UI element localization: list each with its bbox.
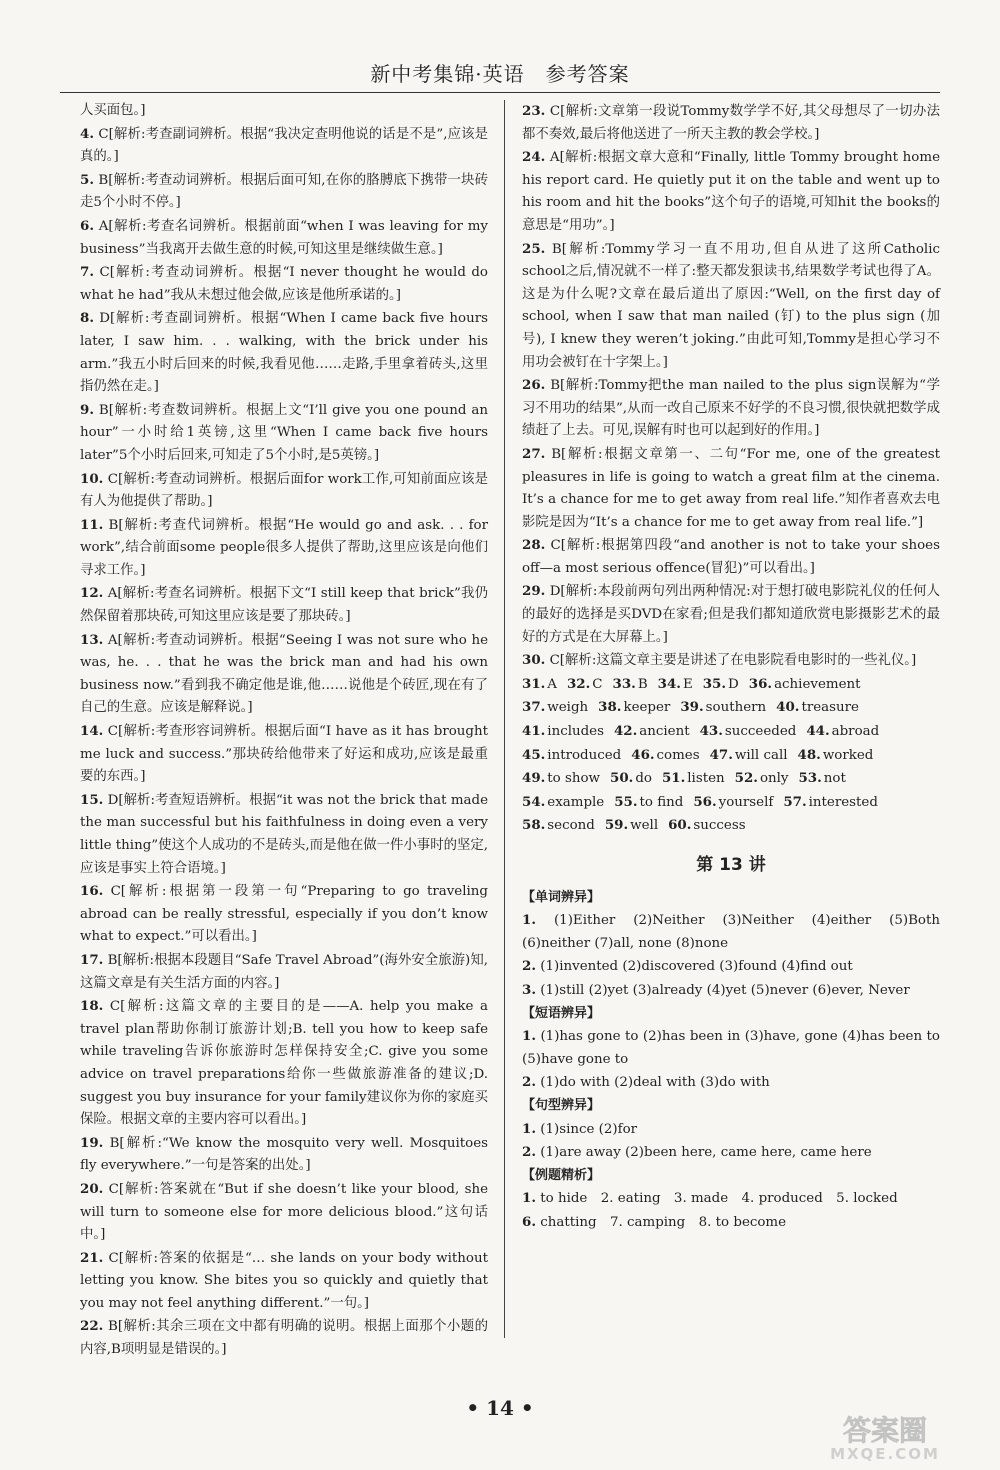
answer-item: [522, 100, 940, 146]
answer-item: [80, 1178, 488, 1247]
short-answer: [798, 767, 845, 791]
short-answer-value: A: [547, 676, 557, 692]
answer-number: 24.: [522, 149, 546, 166]
answer-number: 26.: [522, 377, 546, 394]
answer-number: 4.: [80, 125, 94, 142]
answer-number: 2.: [522, 958, 536, 975]
answer-number: 25.: [522, 240, 546, 257]
short-answer-number: 45.: [522, 746, 546, 763]
answer-number: 27.: [522, 445, 546, 462]
answer-number: 15.: [80, 791, 104, 808]
short-answer-value: example: [547, 794, 605, 810]
answer-text: D[解析:本段前两句列出两种情况:对于想打破电影院礼仪的任何人的最好的选择是买DVD在家看;但是我们都知道欣赏电影摄影艺术的最好的方式是在大屏幕上。]: [522, 584, 940, 645]
short-answer: [710, 744, 788, 768]
answer-number: 29.: [522, 583, 546, 600]
short-answer-value: not: [823, 771, 846, 787]
answer-number: 3.: [522, 981, 536, 998]
answer-text: C[解析:根据第一段第一句“Preparing to go traveling abroad can be really stressful, especially if you don’t know what to expect.”可以看出。]: [80, 884, 488, 945]
answer-number: 8.: [80, 310, 94, 327]
answer-text: C[解析:根据第四段“and another is not to take your shoes off—a most serious offence(冒犯)”可以看出。]: [522, 538, 940, 576]
page-header: [60, 0, 940, 96]
answer-text: (1)has gone to (2)has been in (3)have, gone (4)has been to (5)have gone to: [522, 1029, 940, 1067]
answer-item: [522, 955, 940, 979]
answer-item: [522, 1118, 940, 1142]
short-answer: [605, 814, 658, 838]
answer-item: [80, 215, 488, 261]
answer-text: (1)still (2)yet (3)already (4)yet (5)never (6)ever, Never: [540, 982, 910, 998]
short-answer: [522, 744, 621, 768]
answer-number: 30.: [522, 652, 546, 669]
answer-text: B[解析:考查动词辨析。根据后面可知,在你的胳膊底下携带一块砖走5个小时不停。]: [80, 172, 488, 211]
lecture-title: 第 13 讲: [696, 855, 766, 875]
short-answer-value: weigh: [547, 700, 589, 716]
answer-item: [80, 720, 488, 789]
answer-number: 7.: [80, 264, 94, 281]
answer-number: 20.: [80, 1180, 104, 1197]
answer-item: [522, 649, 940, 673]
answer-item: [522, 1211, 940, 1235]
answer-text: B[解析:“We know the mosquito very well. Mosquitoes fly everywhere.”一句是答案的出处。]: [80, 1135, 488, 1174]
short-answer: [749, 673, 861, 697]
short-answer-number: 41.: [522, 723, 546, 740]
answer-item: [80, 1132, 488, 1178]
answer-text: C[解析:答案就在“But if she doesn’t like your blood, she will turn to someone else for more delicious blood.”这句话中。]: [80, 1181, 488, 1243]
short-answer: [567, 673, 603, 697]
short-answer: [700, 720, 797, 744]
short-answer-number: 46.: [631, 746, 655, 763]
short-answer-number: 58.: [522, 817, 546, 834]
short-answer-number: 38.: [598, 699, 622, 716]
short-answer-value: yourself: [718, 794, 774, 810]
answer-text: A[解析:考查名词辨析。根据下文“I still keep that brick”我仍然保留着那块砖,可知这里应该是要了那块砖。]: [80, 586, 488, 625]
short-answer-number: 59.: [604, 817, 629, 834]
short-answer-number: 40.: [776, 699, 800, 716]
short-answer-number: 51.: [661, 770, 686, 787]
short-answer-value: abroad: [831, 724, 880, 740]
answer-number: 23.: [522, 103, 546, 119]
watermark-top: 答案圈: [842, 1414, 928, 1447]
section-label: 【短语辨异】: [522, 1005, 601, 1021]
short-answer: [783, 791, 878, 815]
answer-number: 1.: [522, 1190, 536, 1207]
answer-text: to hide 2. eating 3. made 4. produced 5. locked: [540, 1191, 898, 1207]
short-answer-number: 37.: [522, 699, 546, 716]
answer-item: [522, 443, 940, 534]
short-answer-value: C: [592, 676, 603, 692]
short-answer-number: 48.: [797, 746, 821, 763]
answer-number: 1.: [522, 912, 536, 929]
answer-text: A[解析:根据文章大意和“Finally, little Tommy brought home his report card. He quietly put it on the table and went up to his room and hit the books”这个句子的语境,可知hit the books的意思是“用功”。]: [522, 150, 940, 233]
answer-item: [522, 374, 940, 443]
answer-number: 5.: [80, 171, 94, 188]
answer-item: [80, 123, 488, 169]
short-answer-number: 54.: [522, 793, 546, 810]
answer-number: 10.: [80, 470, 104, 487]
short-answer-value: ancient: [639, 724, 690, 740]
answer-text: B[解析:Tommy把the man nailed to the plus sign误解为“学习不用功的结果”,从而一改自己原来不好学的不良习惯,很快就把数学成绩赶了上去。可见,误解有时也可以起到好的作用。]: [522, 378, 940, 439]
answer-number: 28.: [522, 537, 546, 554]
short-answer-number: 36.: [748, 675, 773, 692]
short-answer-value: D: [728, 676, 739, 692]
answer-number: 21.: [80, 1249, 104, 1266]
answer-text: C[解析:考查动词辨析。根据后面for work工作,可知前面应该是有人为他提供了帮助。]: [80, 471, 488, 510]
short-answer-value: achievement: [774, 676, 861, 692]
answer-text: B[解析:其余三项在文中都有明确的说明。根据上面那个小题的内容,B项明显是错误的。]: [80, 1319, 488, 1358]
short-answer-value: listen: [687, 771, 725, 787]
answer-text: C[解析:答案的依据是“… she lands on your body without letting you know. She bites you so quickly and quietly that you may not feel anything different.”一句。]: [80, 1250, 489, 1311]
short-answer-value: includes: [547, 724, 604, 740]
answer-text: B[解析:根据文章第一、二句“For me, one of the greatest pleasures in life is going to watch a great film at the cinema. It’s a chance for me to get away from real life.”知作者喜欢去电影院是因为“It’s a chance for me to get away from real life.”]: [522, 446, 940, 530]
answer-item: [522, 238, 940, 375]
answer-number: 2.: [522, 1074, 536, 1091]
answer-number: 22.: [80, 1318, 104, 1335]
answer-number: 6.: [80, 217, 94, 234]
right-column: [522, 100, 940, 1235]
short-answer: [598, 696, 670, 720]
short-answer: [614, 720, 690, 744]
answer-item: [522, 1187, 940, 1211]
section-label: 【句型辨异】: [522, 1097, 601, 1113]
short-answer: [522, 673, 557, 697]
short-answer-number: 43.: [699, 723, 723, 740]
short-answer-number: 53.: [798, 770, 822, 787]
answer-text: (1)Either (2)Neither (3)Neither (4)either (5)Both (6)neither (7)all, none (8)none: [522, 913, 940, 951]
section-label: 【单词辨异】: [522, 889, 601, 905]
answer-text: C[解析:考查副词辨析。根据“我决定查明他说的话是不是”,应该是真的。]: [80, 126, 488, 165]
short-answer-value: success: [693, 818, 746, 834]
short-answer-number: 57.: [783, 793, 807, 810]
answer-item: [80, 949, 488, 995]
answer-text: C[解析:这篇文章主要是讲述了在电影院看电影时的一些礼仪。]: [549, 653, 917, 669]
answer-item: [80, 1315, 488, 1361]
short-answer-number: 52.: [734, 770, 758, 787]
short-answer-value: only: [759, 771, 789, 787]
short-answer-number: 42.: [613, 723, 638, 740]
answer-text: D[解析:考查短语辨析。根据“it was not the brick that made the man successful but his faithfulness in doing even a very little thing”使这个人成功的不是砖头,而是他在做一件小事时的坚定,应该是事实上符合语境。]: [80, 792, 489, 876]
short-answer: [522, 720, 604, 744]
answer-text: C[解析:文章第一段说Tommy数学学不好,其父母想尽了一切办法都不奏效,最后将他送进了一所天主教的教会学校。]: [522, 104, 940, 142]
column-divider: [504, 100, 505, 1338]
answer-item: [80, 995, 488, 1132]
short-answer: [522, 791, 604, 815]
answer-item: [522, 979, 940, 1003]
answer-text: (1)invented (2)discovered (3)found (4)find out: [540, 959, 853, 975]
answer-text: B[解析:根据本段题目“Safe Travel Abroad”(海外安全旅游)知,这篇文章是有关生活方面的内容。]: [80, 952, 488, 991]
short-answer-number: 32.: [566, 675, 591, 692]
answers-31-60: [522, 673, 940, 838]
answer-item: [522, 1071, 940, 1095]
answer-item: [80, 1247, 488, 1316]
answer-item: [80, 880, 488, 949]
short-answer: [680, 696, 766, 720]
answer-item: [522, 1025, 940, 1071]
short-answer: [613, 673, 648, 697]
right-answer-list: [522, 100, 940, 673]
answer-number: 1.: [522, 1120, 536, 1137]
page-header-title: 新中考集锦·英语 参考答案: [370, 62, 630, 86]
short-answer-value: do: [635, 771, 652, 787]
short-answer-number: 33.: [612, 675, 636, 692]
short-answer-value: E: [682, 676, 693, 692]
answer-item: [80, 789, 488, 880]
answer-item: [522, 1141, 940, 1165]
answer-item: [522, 146, 940, 237]
short-answer: [703, 673, 739, 697]
short-answer-value: well: [630, 818, 659, 834]
short-answer: [522, 696, 588, 720]
short-answer-value: comes: [656, 747, 700, 763]
short-answer-number: 47.: [709, 746, 733, 763]
answer-number: 1.: [522, 1028, 536, 1045]
answer-item: [80, 100, 488, 123]
answer-item: [80, 629, 488, 720]
short-answer: [522, 767, 600, 791]
short-answer: [806, 720, 879, 744]
answer-text: 人买面包。]: [80, 103, 146, 118]
short-answer-number: 31.: [522, 675, 546, 692]
answer-item: [522, 580, 940, 649]
short-answer-number: 50.: [610, 770, 634, 787]
answer-item: [522, 909, 940, 955]
answer-number: 13.: [80, 631, 104, 648]
short-answer: [776, 696, 859, 720]
short-answer: [668, 814, 745, 838]
answer-number: 11.: [80, 516, 104, 533]
short-answer-value: to find: [639, 794, 684, 810]
answer-number: 12.: [80, 585, 104, 602]
short-answer-number: 55.: [614, 793, 638, 810]
answer-text: chatting 7. camping 8. to become: [540, 1214, 787, 1230]
short-answer: [735, 767, 789, 791]
short-answer: [693, 791, 773, 815]
answer-text: (1)do with (2)deal with (3)do with: [540, 1075, 770, 1091]
short-answer-number: 44.: [806, 723, 830, 740]
page-number: • 14 •: [466, 1396, 534, 1420]
header-rule: [60, 92, 940, 93]
answer-number: 2.: [522, 1144, 536, 1161]
short-answer-value: southern: [705, 700, 767, 716]
short-answer-number: 60.: [668, 817, 692, 834]
section-label: 【例题精析】: [522, 1167, 601, 1183]
lecture-sections: [522, 887, 940, 1235]
answer-text: A[解析:考查动词辨析。根据“Seeing I was not sure who he was, he. . . that he was the brick man and had his own business now.”看到我不确定他是谁,他……说他是个砖匠,现在有了自己的生意。应该是解释说。]: [80, 632, 488, 716]
answer-number: 19.: [80, 1134, 104, 1151]
short-answer: [522, 814, 595, 838]
answer-item: [80, 582, 488, 628]
short-answer: [614, 791, 683, 815]
short-answer-number: 49.: [522, 770, 546, 787]
short-answer-value: introduced: [547, 747, 622, 763]
answer-item: [80, 261, 488, 307]
short-answer-value: succeeded: [724, 724, 797, 740]
answer-text: D[解析:考查副词辨析。根据“When I came back five hours later, I saw him. . . walking, with the brick under his arm.”我五小时后回来的时候,我看见他……走路,手里拿着砖头,这里指仍然在走。]: [80, 311, 488, 395]
short-answer-value: to show: [547, 771, 601, 787]
short-answer-value: second: [547, 818, 595, 834]
short-answer-number: 39.: [680, 699, 704, 716]
short-answer: [662, 767, 725, 791]
answer-text: (1)since (2)for: [540, 1121, 638, 1137]
answer-item: [80, 307, 488, 398]
short-answer-value: B: [637, 676, 648, 692]
short-answer-number: 34.: [657, 675, 681, 692]
answer-number: 9.: [80, 401, 94, 418]
short-answer-value: interested: [808, 794, 878, 810]
answer-text: C[解析:这篇文章的主要目的是——A. help you make a travel plan帮助你制订旅游计划;B. tell you how to keep safe while traveling告诉你旅游时怎样保持安全;C. give you some advice on travel preparations给你一些做旅游准备的建议;D. suggest you buy insurance for your family建议你为你的家庭买保险。根据文章的主要内容可以看出。]: [80, 999, 488, 1128]
answer-text: C[解析:考查形容词辨析。根据后面“I have as it has brought me luck and success.”那块砖给他带来了好运和成功,应该是最重要的东西。]: [80, 724, 488, 785]
short-answer-number: 56.: [693, 793, 717, 810]
short-answer: [610, 767, 652, 791]
short-answer: [631, 744, 699, 768]
answer-text: B[解析:考查数词辨析。根据上文“I’ll give you one pound an hour”一小时给1英镑,这里“When I came back five hours later”5个小时后回来,可知走了5个小时,是5英镑。]: [80, 402, 488, 463]
short-answer-value: worked: [822, 747, 874, 763]
answer-text: A[解析:考查名词辨析。根据前面“when I was leaving for my business”当我离开去做生意的时候,可知这里是继续做生意。]: [80, 218, 488, 257]
short-answer-value: will call: [734, 747, 788, 763]
left-column: [80, 100, 488, 1362]
short-answer-value: treasure: [801, 700, 859, 716]
watermark-logo: [790, 1410, 980, 1462]
answer-text: B[解析:考查代词辨析。根据“He would go and ask. . . for work”,结合前面some people很多人提供了帮助,这里应该是向他们寻求工作。]: [80, 517, 488, 578]
short-answer: [658, 673, 693, 697]
answer-item: [80, 399, 488, 468]
short-answer-number: 35.: [702, 675, 727, 692]
answer-number: 16.: [80, 883, 104, 900]
answer-item: [80, 514, 488, 583]
watermark-bottom: MXQE.COM: [830, 1445, 940, 1462]
answer-text: (1)are away (2)been here, came here, came here: [540, 1145, 872, 1161]
short-answer-value: keeper: [623, 700, 671, 716]
answer-number: 18.: [80, 998, 104, 1015]
answer-text: C[解析:考查动词辨析。根据“I never thought he would do what he had”我从未想过他会做,应该是他所承诺的。]: [80, 265, 488, 303]
answer-item: [522, 534, 940, 580]
answer-text: B[解析:Tommy学习一直不用功,但自从进了这所Catholic school之后,情况就不一样了:整天都发狠读书,结果数学考试也得了A。这是为什么呢?文章在最后道出了原因:“Well, on the first day of school, when I saw that man nailed (钉) to the plus sign (加号), I knew they weren’t joking.”由此可知,Tommy是担心学习不用功会被钉在十字架上。]: [522, 241, 941, 370]
answer-number: 14.: [80, 723, 104, 740]
answer-number: 6.: [522, 1213, 536, 1230]
short-answer: [798, 744, 874, 768]
answer-item: [80, 468, 488, 514]
answer-item: [80, 169, 488, 215]
answer-number: 17.: [80, 951, 104, 968]
